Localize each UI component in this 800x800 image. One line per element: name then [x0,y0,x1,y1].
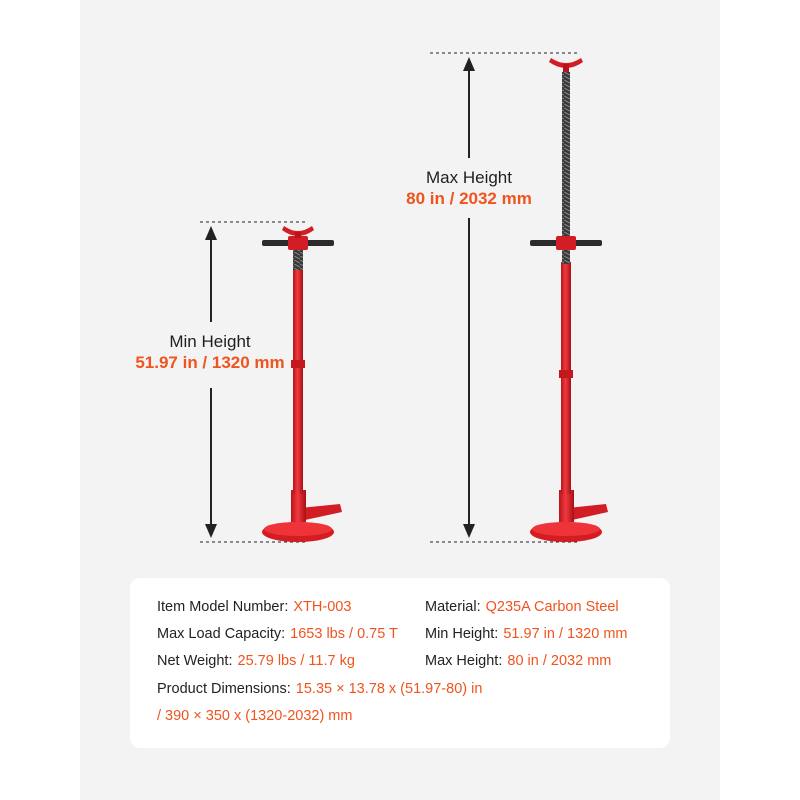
spec-max-height-value: 80 in / 2032 mm [507,653,612,669]
jack-stand-min [262,226,342,542]
spec-model-label: Item Model Number: [157,599,289,615]
min-height-dimension [200,222,305,542]
spec-dimensions-value: 15.35 × 13.78 x (51.97-80) in [295,681,483,697]
spec-weight-value: 25.79 lbs / 11.7 kg [237,653,355,669]
jack-stand-max [530,58,608,542]
arrow-down-icon [205,524,217,538]
max-height-title: Max Height [426,168,512,187]
spec-min-height-label: Min Height: [425,626,499,642]
spec-dimensions [157,681,482,697]
spec-material-value: Q235A Carbon Steel [485,599,619,615]
spec-load-value: 1653 lbs / 0.75 T [290,626,398,642]
max-height-value: 80 in / 2032 mm [406,189,532,208]
spec-material-label: Material: [425,599,481,615]
spec-weight [157,653,355,669]
spec-dimensions-value-cont: / 390 × 350 x (1320-2032) mm [157,708,353,724]
spec-load-label: Max Load Capacity: [157,626,286,642]
arrow-up-icon [463,57,475,71]
arrow-down-icon [463,524,475,538]
spec-max-height [425,653,611,669]
spec-dimensions-label: Product Dimensions: [157,681,291,697]
spec-model-value: XTH-003 [293,599,352,615]
max-height-dimension [430,53,580,542]
spec-load [157,626,398,642]
spec-model [157,599,351,615]
spec-min-height [425,626,627,642]
specs-card [130,578,670,748]
min-height-title: Min Height [169,332,251,351]
spec-weight-label: Net Weight: [157,653,233,669]
spec-material [425,599,619,615]
spec-min-height-value: 51.97 in / 1320 mm [503,626,628,642]
arrow-up-icon [205,226,217,240]
spec-max-height-label: Max Height: [425,653,503,669]
min-height-value: 51.97 in / 1320 mm [135,353,285,372]
